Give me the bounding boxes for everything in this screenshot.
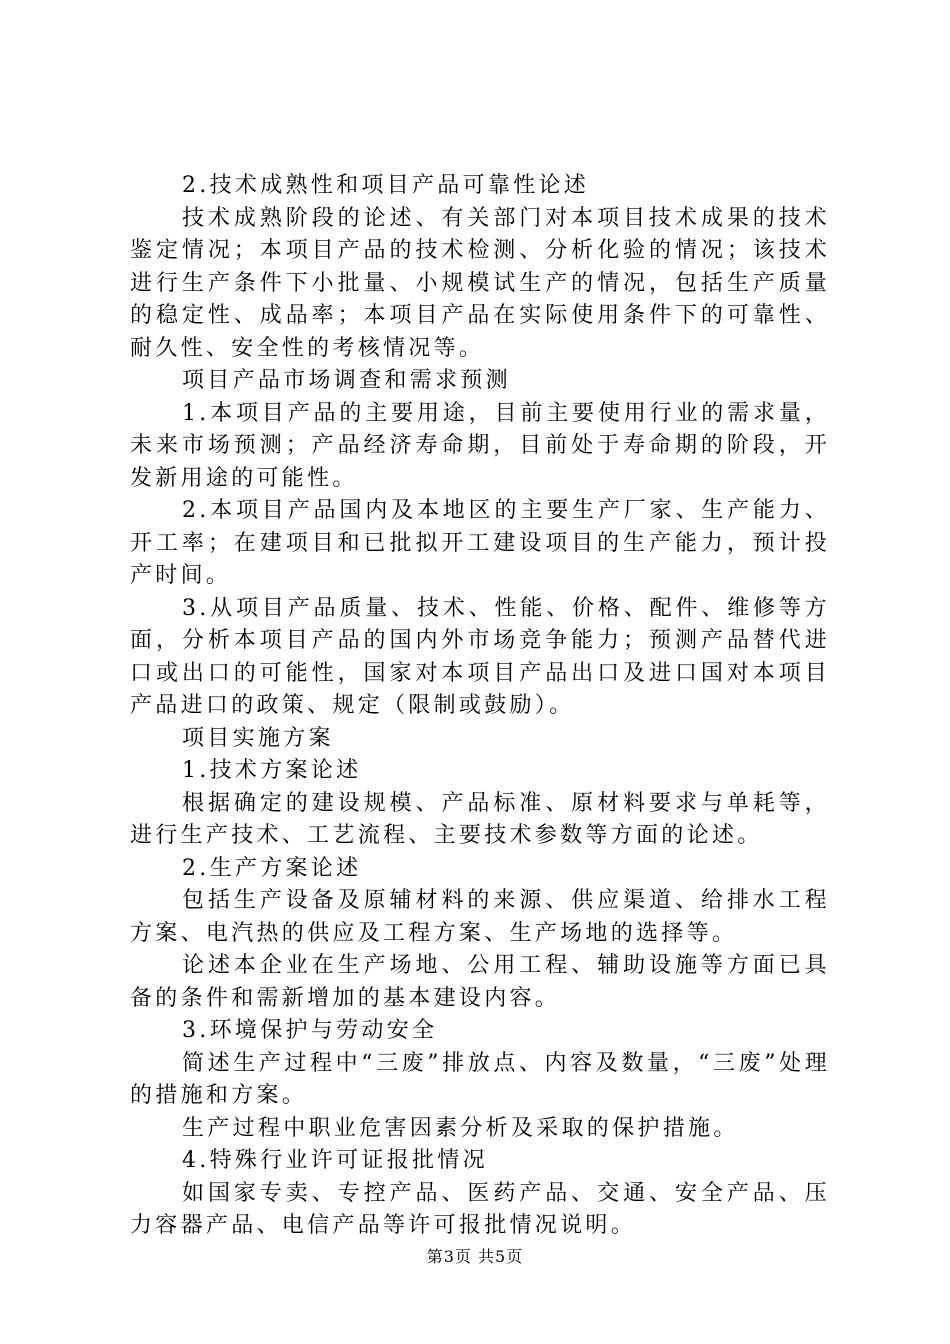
paragraph-market-2: 2.本项目产品国内及本地区的主要生产厂家、生产能力、开工率；在建项目和已批拟开工建设项目的生产能力，预计投产时间。 (130, 498, 830, 588)
paragraph-production-plan-2: 论述本企业在生产场地、公用工程、辅助设施等方面已具备的条件和需新增加的基本建设内容。 (130, 953, 830, 1011)
heading-special-license: 4.特殊行业许可证报批情况 (182, 1148, 488, 1173)
heading-market-survey: 项目产品市场调查和需求预测 (182, 368, 511, 393)
heading-implementation-plan: 项目实施方案 (182, 725, 334, 751)
page-footer: 第3页 共5页 (426, 1247, 524, 1266)
heading-tech-plan: 1.技术方案论述 (182, 758, 362, 783)
paragraph-tech-plan: 根据确定的建设规模、产品标准、原材料要求与单耗等，进行生产技术、工艺流程、主要技术参数等方面的论述。 (130, 790, 830, 848)
paragraph-special-license: 如国家专卖、专控产品、医药产品、交通、安全产品、压力容器产品、电信产品等许可报批情况说明。 (130, 1180, 830, 1238)
heading-tech-maturity: 2.技术成熟性和项目产品可靠性论述 (182, 173, 590, 198)
document-body (130, 170, 830, 1243)
paragraph-market-3: 3.从项目产品质量、技术、性能、价格、配件、维修等方面，分析本项目产品的国内外市场竞争能力；预测产品替代进口或出口的可能性，国家对本项目产品出口及进口国对本项目产品进口的政策、规定（限制或鼓励）。 (130, 595, 830, 718)
heading-environment-safety: 3.环境保护与劳动安全 (182, 1018, 438, 1043)
paragraph-market-1: 1.本项目产品的主要用途，目前主要使用行业的需求量，未来市场预测；产品经济寿命期，目前处于寿命期的阶段，开发新用途的可能性。 (130, 400, 830, 491)
paragraph-production-plan-1: 包括生产设备及原辅材料的来源、供应渠道、给排水工程方案、电汽热的供应及工程方案、生产场地的选择等。 (130, 888, 830, 946)
paragraph-tech-maturity: 技术成熟阶段的论述、有关部门对本项目技术成果的技术鉴定情况；本项目产品的技术检测、分析化验的情况；该技术进行生产条件下小批量、小规模试生产的情况，包括生产质量的稳定性、成品率；本项目产品在实际使用条件下的可靠性、耐久性、安全性的考核情况等。 (130, 205, 830, 361)
heading-production-plan: 2.生产方案论述 (182, 855, 362, 881)
paragraph-environment-1: 简述生产过程中“三废”排放点、内容及数量，“三废”处理的措施和方案。 (130, 1050, 830, 1108)
paragraph-environment-2: 生产过程中职业危害因素分析及采取的保护措施。 (182, 1115, 739, 1141)
